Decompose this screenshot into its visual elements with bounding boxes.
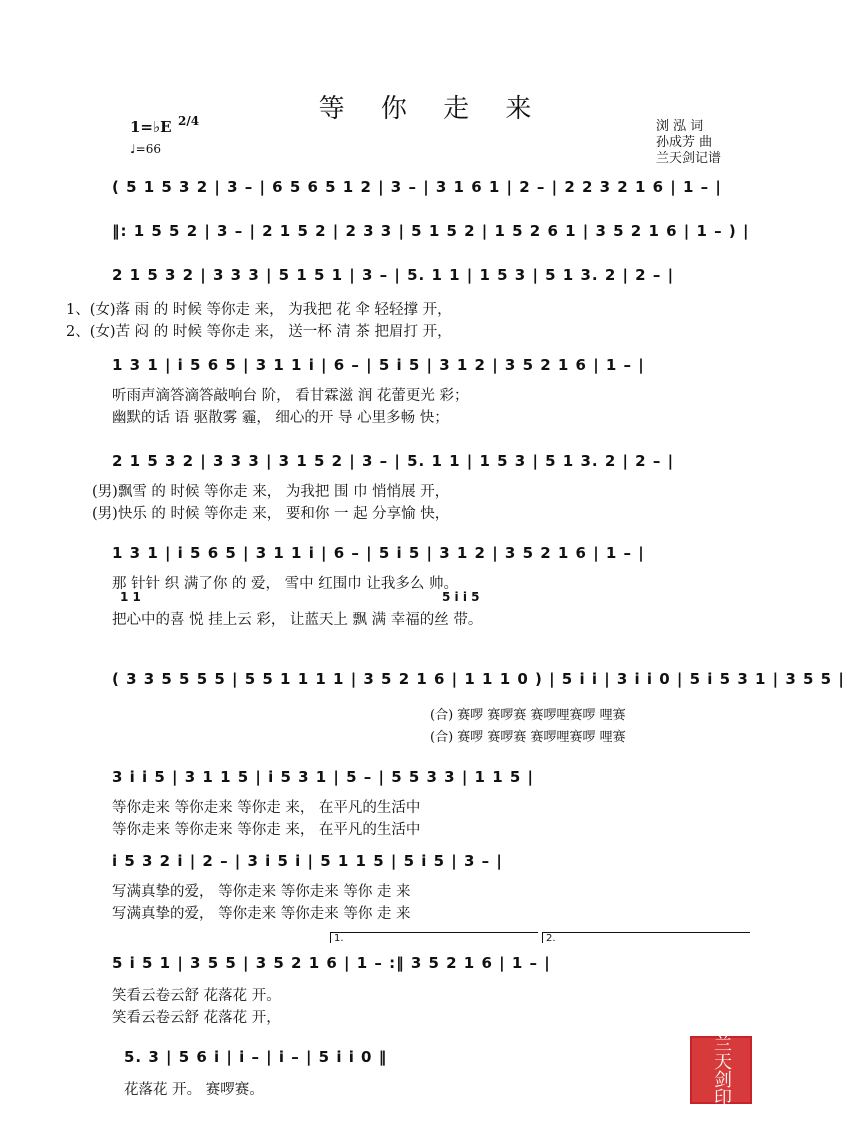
lyric-line: 笑看云卷云舒 花落花 开。 bbox=[112, 988, 281, 1004]
staff-row-4 bbox=[112, 354, 752, 382]
staff-row-2 bbox=[112, 220, 752, 248]
staff-notes: 1 3 1 | i 5 6 5 | 3 1 1 i | 6 – | 5 i 5 | 3 1 2 | 3 5 2 1 6 | 1 – | bbox=[112, 356, 645, 374]
volta-first: 1. bbox=[330, 932, 538, 943]
chorus-line: (合) 赛啰 赛啰赛 赛啰哩赛啰 哩赛 bbox=[430, 708, 626, 723]
lyric-line: 花落花 开。 赛啰赛。 bbox=[124, 1082, 264, 1098]
staff-row-9 bbox=[112, 850, 752, 878]
lyric-line: (男)飘雪 的 时候 等你走 来， 为我把 围 巾 悄悄展 开， bbox=[92, 484, 450, 500]
staff-notes: 1 3 1 | i 5 6 5 | 3 1 1 i | 6 – | 5 i 5 | 3 1 2 | 3 5 2 1 6 | 1 – | bbox=[112, 544, 645, 562]
chorus-line: (合) 赛啰 赛啰赛 赛啰哩赛啰 哩赛 bbox=[430, 730, 626, 745]
lyric-line: 写满真挚的爱， 等你走来 等你走来 等你 走 来 bbox=[112, 884, 411, 900]
key-signature: 1=♭E bbox=[130, 118, 172, 136]
lyric-line: (男)快乐 的 时候 等你走 来， 要和你 一 起 分享愉 快， bbox=[92, 506, 450, 522]
transcriber-credit: 兰天剑记谱 bbox=[656, 151, 722, 166]
staff-notes: 3 i i 5 | 3 1 1 5 | i 5 3 1 | 5 – | 5 5 3 3 | 1 1 5 | bbox=[112, 768, 535, 786]
lyric-line: 写满真挚的爱， 等你走来 等你走来 等你 走 来 bbox=[112, 906, 411, 922]
lyric-line: 等你走来 等你走来 等你走 来， 在平凡的生活中 bbox=[112, 822, 421, 838]
staff-row-3 bbox=[112, 264, 752, 292]
lyric-line: 那 针针 织 满了你 的 爱， 雪中 红围巾 让我多么 帅。 bbox=[112, 576, 458, 592]
staff-notes: 2 1 5 3 2 | 3 3 3 | 5 1 5 1 | 3 – | 5. 1 1 | 1 5 3 | 5 1 3. 2 | 2 – | bbox=[112, 266, 675, 284]
volta-second: 2. bbox=[542, 932, 750, 943]
lyric-line: 等你走来 等你走来 等你走 来， 在平凡的生活中 bbox=[112, 800, 421, 816]
staff-notes: 5. 3 | 5 6 i | i – | i – | 5 i i 0 ‖ bbox=[124, 1048, 388, 1066]
seal-text: 兰天剑印 bbox=[711, 1034, 732, 1106]
lyric-line: 把心中的喜 悦 挂上云 彩， 让蓝天上 飘 满 幸福的丝 带。 bbox=[112, 612, 483, 628]
lyric-line: 2、(女)苦 闷 的 时候 等你走 来， 送一杯 清 茶 把眉打 开， bbox=[66, 324, 452, 340]
composer-credit: 孙成芳 曲 bbox=[656, 135, 713, 150]
alt-notes: 5 i i 5 bbox=[442, 590, 480, 604]
staff-notes: 2 1 5 3 2 | 3 3 3 | 3 1 5 2 | 3 – | 5. 1 1 | 1 5 3 | 5 1 3. 2 | 2 – | bbox=[112, 452, 675, 470]
staff-row-1 bbox=[112, 176, 752, 204]
lyricist-credit: 浏 泓 词 bbox=[656, 119, 704, 134]
staff-notes: ‖: 1 5 5 2 | 3 – | 2 1 5 2 | 2 3 3 | 5 1 5 2 | 1 5 2 6 1 | 3 5 2 1 6 | 1 – ) | bbox=[112, 222, 750, 240]
staff-notes: 5 i 5 1 | 3 5 5 | 3 5 2 1 6 | 1 – :‖ 3 5 2 1 6 | 1 – | bbox=[112, 954, 551, 972]
staff-row-7 bbox=[112, 668, 845, 696]
lyric-line: 笑看云卷云舒 花落花 开， bbox=[112, 1010, 281, 1026]
alt-notes-row bbox=[112, 590, 752, 606]
staff-row-5 bbox=[112, 450, 752, 478]
time-signature: 2/4 bbox=[178, 114, 200, 128]
lyric-line: 1、(女)落 雨 的 时候 等你走 来， 为我把 花 伞 轻轻撑 开， bbox=[66, 302, 452, 318]
lyric-line: 幽默的话 语 驱散雾 霾， 细心的开 导 心里多畅 快； bbox=[112, 410, 449, 426]
staff-row-8 bbox=[112, 766, 752, 794]
staff-row-10 bbox=[112, 952, 752, 980]
tempo-mark: ♩=66 bbox=[130, 142, 161, 156]
lyric-line: 听雨声滴答滴答敲响台 阶， 看甘霖滋 润 花蕾更光 彩； bbox=[112, 388, 469, 404]
song-title: 等 你 走 来 bbox=[318, 94, 546, 124]
staff-row-11 bbox=[124, 1046, 484, 1074]
staff-notes: ( 3 3 5 5 5 5 | 5 5 1 1 1 1 | 3 5 2 1 6 | 1 1 1 0 ) | 5 i i | 3 i i 0 | 5 i 5 3 1 | 3 5 5 | bbox=[112, 670, 845, 688]
staff-notes: i 5 3 2 i | 2 – | 3 i 5 i | 5 1 1 5 | 5 i 5 | 3 – | bbox=[112, 852, 503, 870]
alt-notes: 1 1 bbox=[120, 590, 141, 604]
staff-notes: ( 5 1 5 3 2 | 3 – | 6 5 6 5 1 2 | 3 – | 3 1 6 1 | 2 – | 2 2 3 2 1 6 | 1 – | bbox=[112, 178, 722, 196]
staff-row-6 bbox=[112, 542, 752, 570]
seal-stamp bbox=[690, 1036, 752, 1104]
